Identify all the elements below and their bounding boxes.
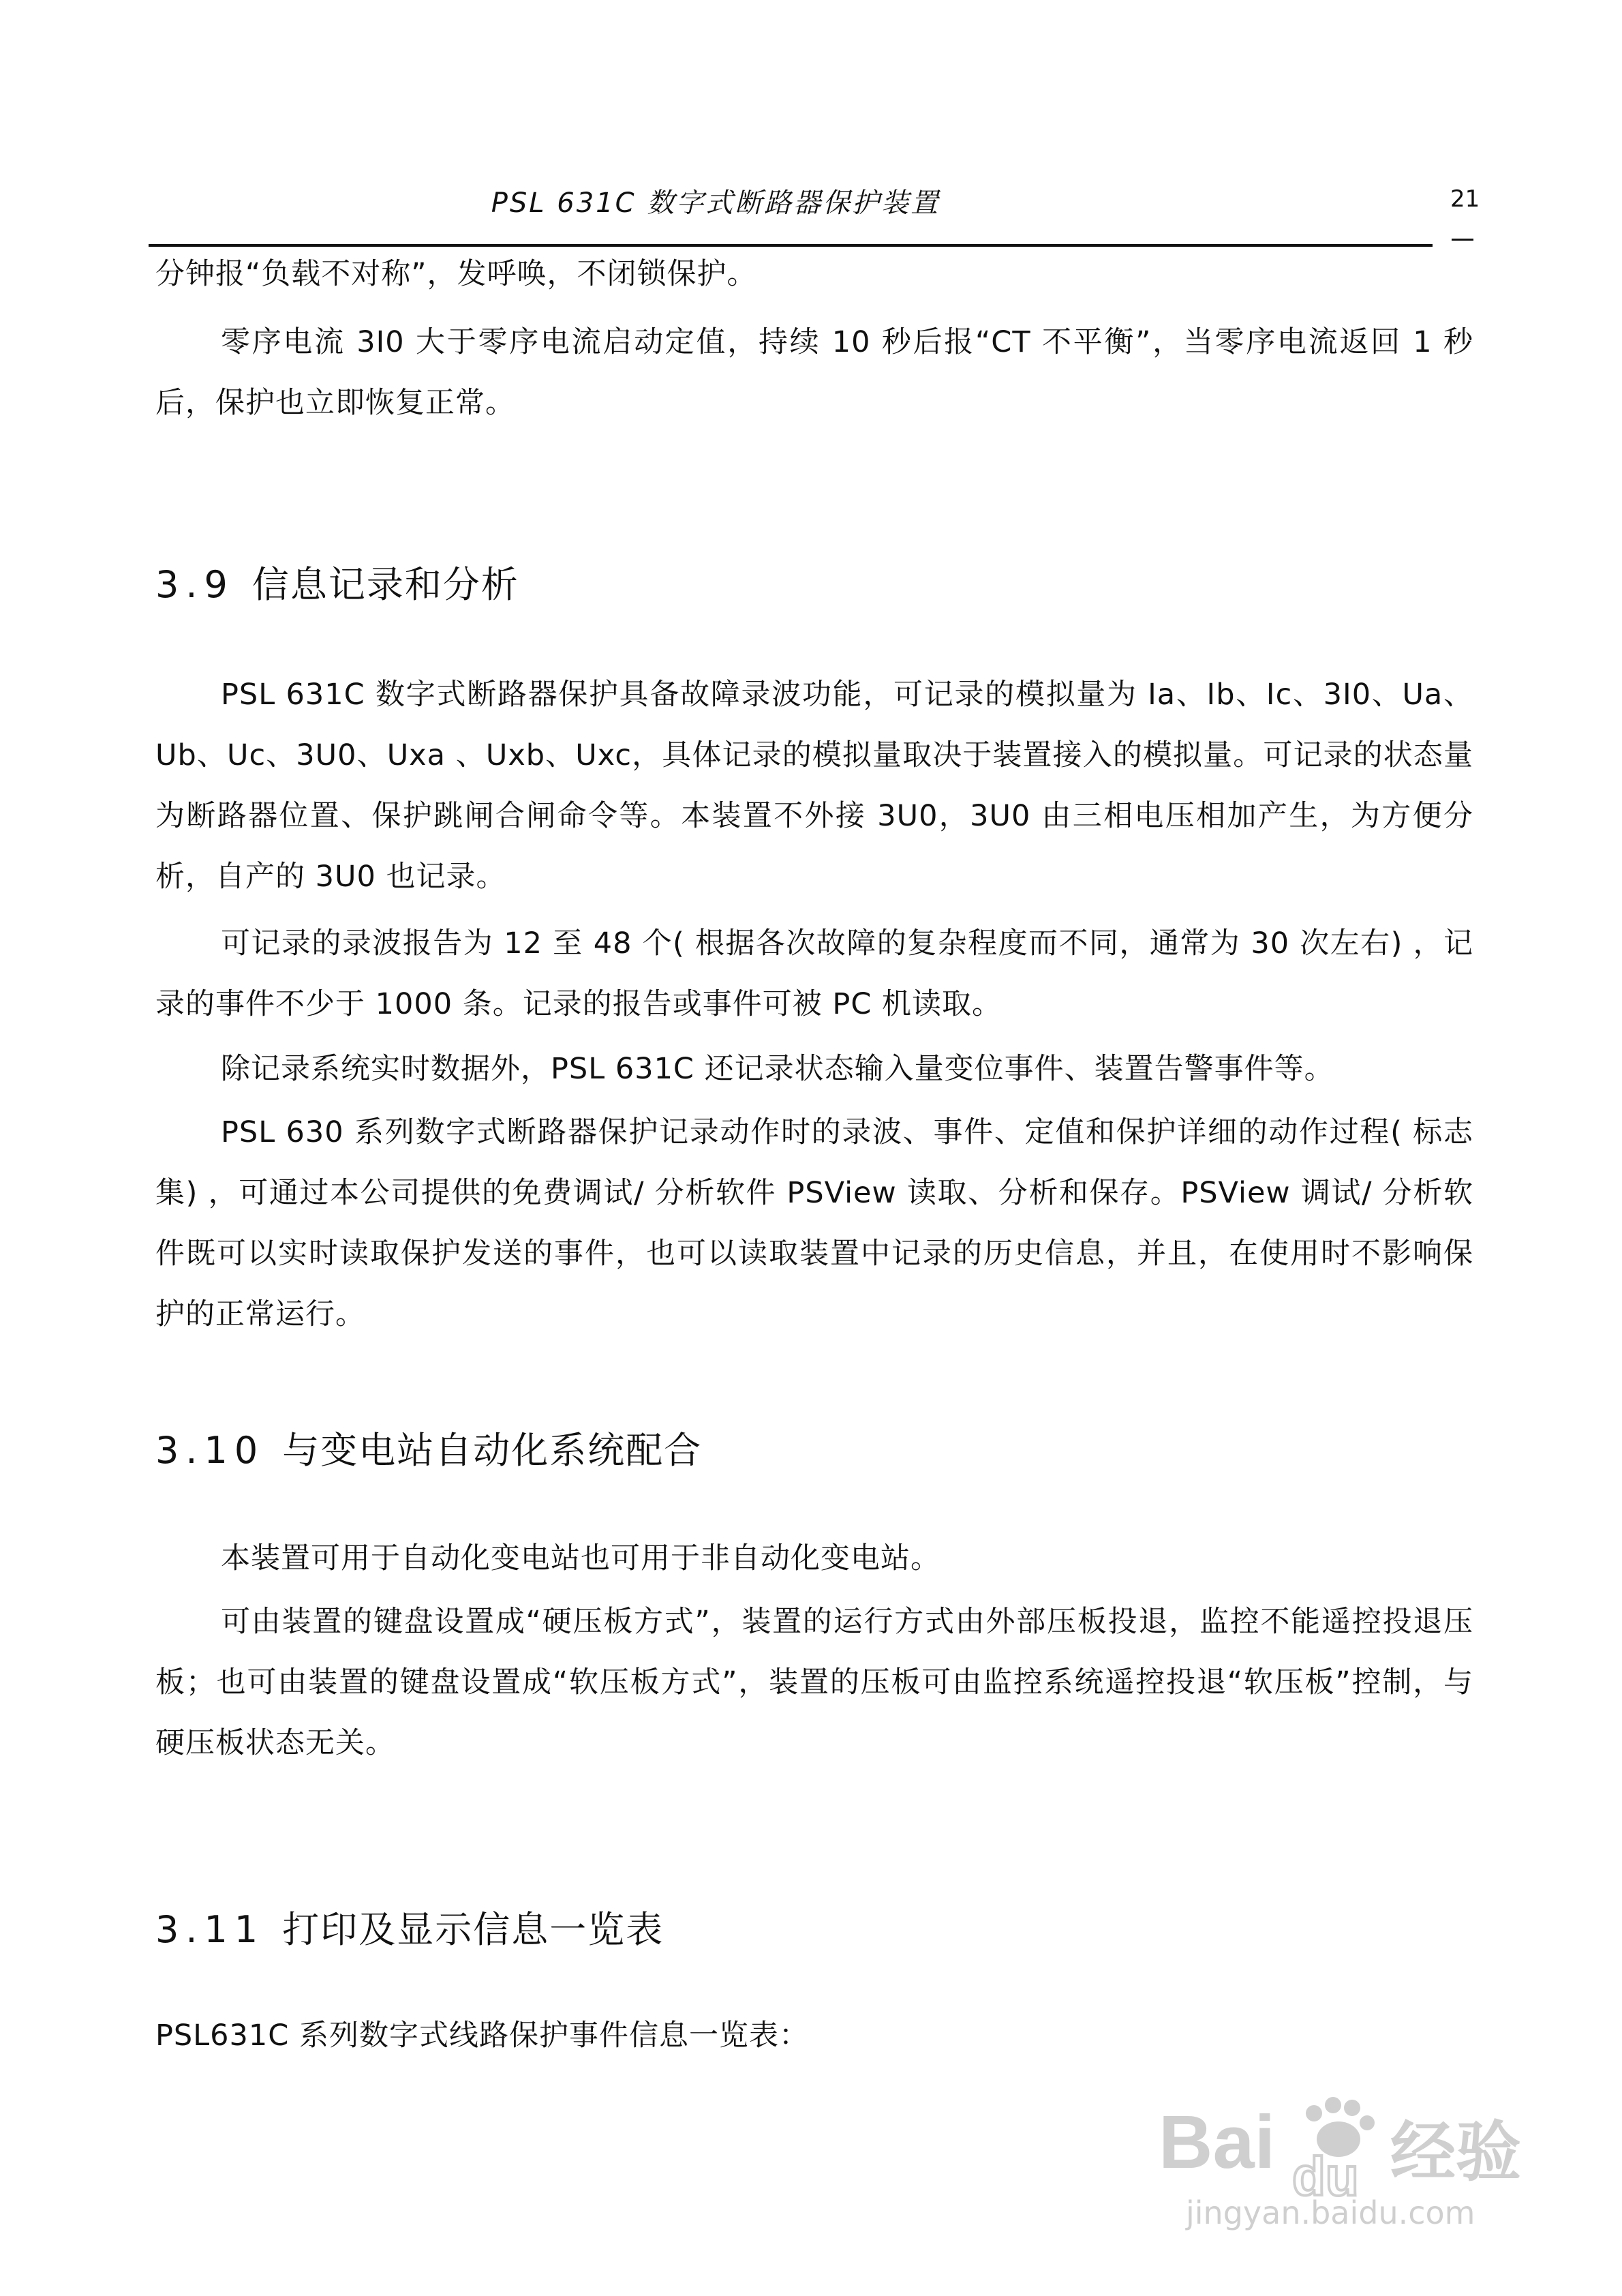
baidu-jingyan-watermark (1131, 2066, 1540, 2236)
section-number: 3.9 (155, 563, 234, 606)
section-heading-3-10 (155, 1421, 702, 1474)
section-title: 信息记录和分析 (251, 563, 519, 606)
section-title: 与变电站自动化系统配合 (282, 1429, 703, 1472)
page-number: 21 (1450, 185, 1480, 213)
section-heading-3-9 (155, 556, 519, 608)
paragraph-realtime-data: 除记录系统实时数据外，PSL 631C 还记录状态输入量变位事件、装置告警事件等。 (221, 1052, 1334, 1086)
section-title: 打印及显示信息一览表 (282, 1908, 664, 1951)
watermark-brand-cn: 经验 (1390, 2114, 1521, 2190)
watermark-brand-2: du (1292, 2146, 1359, 2207)
paragraph-pressure-plate: 可由装置的键盘设置成“硬压板方式”，装置的运行方式由外部压板投退，监控不能遥控投退压板；也可由装置的键盘设置成“软压板方式”，装置的压板可由监控系统遥控投退“软压板”控制，与硬压板状态无关。 (155, 1605, 1473, 1760)
page-number-dash (1452, 239, 1473, 241)
section-number: 3.11 (155, 1908, 265, 1951)
paragraph-substation: 本装置可用于自动化变电站也可用于非自动化变电站。 (221, 1541, 940, 1575)
paragraph-recording-capacity: 可记录的录波报告为 12 至 48 个( 根据各次故障的复杂程度而不同，通常为 30 次左右) ，记录的事件不少于 1000 条。记录的报告或事件可被 PC 机读取。 (155, 926, 1473, 1021)
watermark-url: jingyan.baidu.com (1186, 2194, 1475, 2231)
paragraph-psview: PSL 630 系列数字式断路器保护记录动作时的录波、事件、定值和保护详细的动作过程( 标志集) ，可通过本公司提供的免费调试/ 分析软件 PSView 读取、分析和保存。PSView 调试/ 分析软件既可以实时读取保护发送的事件，也可以读取装置中记录的历史信息，并且，在使用时不影响保护的正常运行。 (155, 1115, 1473, 1331)
section-number: 3.10 (155, 1429, 265, 1472)
watermark-brand: Bai (1159, 2100, 1276, 2184)
paragraph-continuation: 分钟报“负载不对称”，发呼唤，不闭锁保护。 (155, 257, 757, 291)
section-heading-3-11 (155, 1901, 664, 1953)
paragraph-fault-recording: PSL 631C 数字式断路器保护具备故障录波功能，可记录的模拟量为 Ia、Ib、Ic、3I0、Ua、Ub、Uc、3U0、Uxa 、Uxb、Uxc，具体记录的模拟量取决于装置接入的模拟量。可记录的状态量为断路器位置、保护跳闸合闸命令等。本装置不外接 3U0，3U0 由三相电压相加产生，为方便分析，自产的 3U0 也记录。 (155, 678, 1473, 894)
running-header-title: PSL 631C 数字式断路器保护装置 (491, 187, 940, 219)
paragraph-event-table-intro: PSL631C 系列数字式线路保护事件信息一览表： (155, 2019, 809, 2053)
paragraph-zero-sequence: 零序电流 3I0 大于零序电流启动定值，持续 10 秒后报“CT 不平衡”，当零序电流返回 1 秒后，保护也立即恢复正常。 (155, 325, 1473, 420)
